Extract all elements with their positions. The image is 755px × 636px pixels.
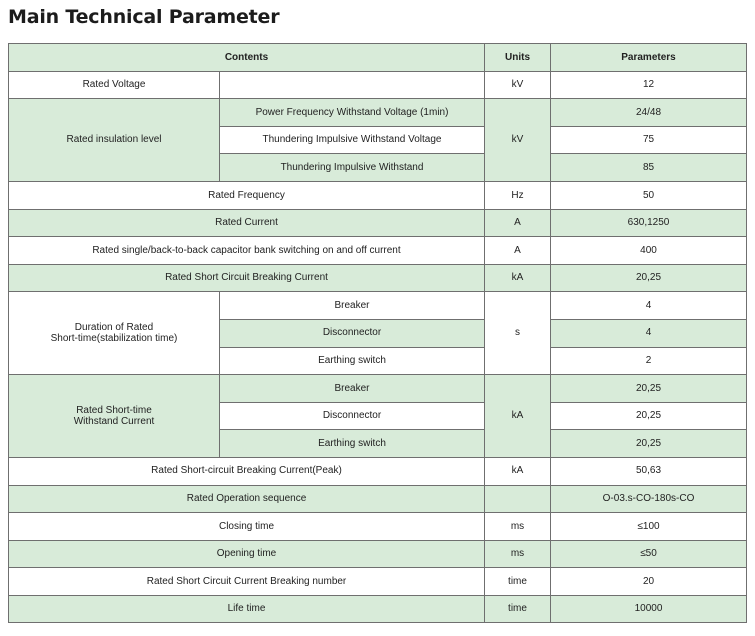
row-unit: kA [485,264,551,292]
row-value: ≤50 [551,540,747,568]
group-label-line: Duration of Rated [74,321,154,333]
table-row [9,540,747,568]
row-unit: A [485,237,551,265]
row-value: 2 [551,347,747,375]
sub-label: Earthing switch [220,430,485,458]
row-value: 400 [551,237,747,265]
group-unit: kA [485,375,551,458]
table-row [9,457,747,485]
row-value: 50 [551,181,747,209]
row-label: Life time [9,595,485,623]
sub-label: Disconnector [220,319,485,347]
table-row [9,237,747,265]
header-contents: Contents [9,44,485,72]
row-label: Rated single/back-to-back capacitor bank switching on and off current [9,237,485,265]
group-label [9,375,220,458]
row-unit: A [485,209,551,237]
row-value: 10000 [551,595,747,623]
row-value: 24/48 [551,99,747,127]
row-value: 20,25 [551,264,747,292]
row-value: 20,25 [551,430,747,458]
row-value: 75 [551,126,747,154]
parameter-table [8,43,747,623]
row-unit: kV [485,71,551,99]
row-label: Rated Voltage [9,71,220,99]
group-label-line: Short-time(stabilization time) [50,333,178,345]
empty-cell [220,71,485,99]
row-label: Rated Short-circuit Breaking Current(Peak) [9,457,485,485]
row-unit: ms [485,540,551,568]
row-value: 12 [551,71,747,99]
row-label: Rated Operation sequence [9,485,485,513]
row-label: Rated Short Circuit Breaking Current [9,264,485,292]
group-label-line: Rated Short-time [76,404,152,416]
sub-label: Breaker [220,375,485,403]
row-label: Rated Short Circuit Current Breaking number [9,568,485,596]
group-unit: kV [485,99,551,182]
table-row [9,568,747,596]
row-value: 20,25 [551,375,747,403]
group-label [9,292,220,375]
row-unit: ms [485,513,551,541]
row-value: 630,1250 [551,209,747,237]
row-label: Rated Frequency [9,181,485,209]
row-value: 20 [551,568,747,596]
row-unit: time [485,568,551,596]
header-units: Units [485,44,551,72]
row-value: 20,25 [551,402,747,430]
table-row [9,181,747,209]
table-row [9,99,747,127]
table-row [9,264,747,292]
sub-label: Power Frequency Withstand Voltage (1min) [220,99,485,127]
table-row [9,71,747,99]
sub-label: Thundering Impulsive Withstand [220,154,485,182]
table-header-row [9,44,747,72]
table-row [9,375,747,403]
row-label: Closing time [9,513,485,541]
row-value: ≤100 [551,513,747,541]
row-unit: Hz [485,181,551,209]
row-value: 50,63 [551,457,747,485]
table-row [9,485,747,513]
row-unit: time [485,595,551,623]
table-row [9,292,747,320]
row-value: 4 [551,292,747,320]
table-row [9,513,747,541]
row-label: Rated Current [9,209,485,237]
row-unit [485,485,551,513]
sub-label: Thundering Impulsive Withstand Voltage [220,126,485,154]
group-label: Rated insulation level [9,99,220,182]
group-label-line: Withstand Current [73,416,155,428]
header-parameters: Parameters [551,44,747,72]
page-title: Main Technical Parameter [8,6,280,28]
row-value: 4 [551,319,747,347]
sub-label: Disconnector [220,402,485,430]
sub-label: Earthing switch [220,347,485,375]
group-unit: s [485,292,551,375]
row-value: 85 [551,154,747,182]
row-label: Opening time [9,540,485,568]
table-row [9,209,747,237]
row-value: O-03.s-CO-180s-CO [551,485,747,513]
row-unit: kA [485,457,551,485]
table-row [9,595,747,623]
sub-label: Breaker [220,292,485,320]
